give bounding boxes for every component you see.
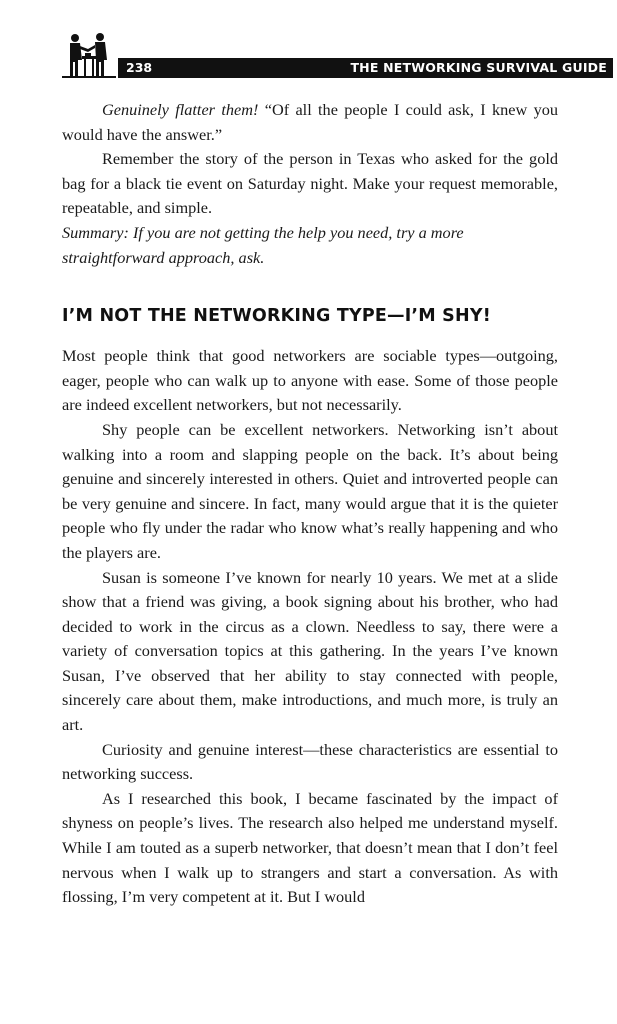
section-heading: I’M NOT THE NETWORKING TYPE—I’M SHY! [62,306,491,327]
paragraph: Susan is someone I’ve known for nearly 10 years. We met at a slide show that a friend was giving, a book signing about his brother, who had decided to work in the circus as a clown. Needless to say, there were a variety of conversation topics at this gathering. In the years I’ve known Susan, I’ve observed that her ability to stay connected with people, sincerely care about them, make introductions, and much more, is truly an art. [62,567,558,735]
header-bar [118,58,613,78]
paragraph: As I researched this book, I became fascinated by the impact of shyness on people’s lives. The research also helped me understand myself. While I am touted as a superb networker, that doesn’t mean that I don’t feel nervous when I walk up to strangers and start a conversation. As with flossing, I’m very competent at it. But I would [62,788,558,907]
paragraph: Curiosity and genuine interest—these characteristics are essential to networking success. [62,739,558,784]
paragraph: Most people think that good networkers are sociable types—outgoing, eager, people who can walk up to anyone with ease. Some of those people are indeed excellent networkers, but not necessarily. [62,346,558,415]
emphasis-text: Genuinely flatter them! [102,100,259,119]
summary-note: Summary: If you are not getting the help you need, try a more straightforward approach, ask. [62,222,464,267]
paragraph: Shy people can be excellent networkers. Networking isn’t about walking into a room and slapping people on the back. It’s about being genuine and sincerely interested in others. Quiet and introverted people can be very genuine and sincere. In fact, many would argue that it is the quieter people who fly under the radar who know what’s really happening and who the players are. [62,419,558,562]
paragraph: Remember the story of the person in Texas who asked for the gold bag for a black tie event on Saturday night. Make your request memorable, repeatable, and simple. [62,149,558,218]
page-body [62,98,558,910]
page-number: 238 [126,60,153,75]
paragraph [62,98,558,147]
paragraph-text: “Of all the people I could ask, I knew you would have the answer.” [62,100,558,144]
handshake-icon [58,30,116,78]
running-title: THE NETWORKING SURVIVAL GUIDE [350,60,607,75]
running-header [58,30,607,80]
